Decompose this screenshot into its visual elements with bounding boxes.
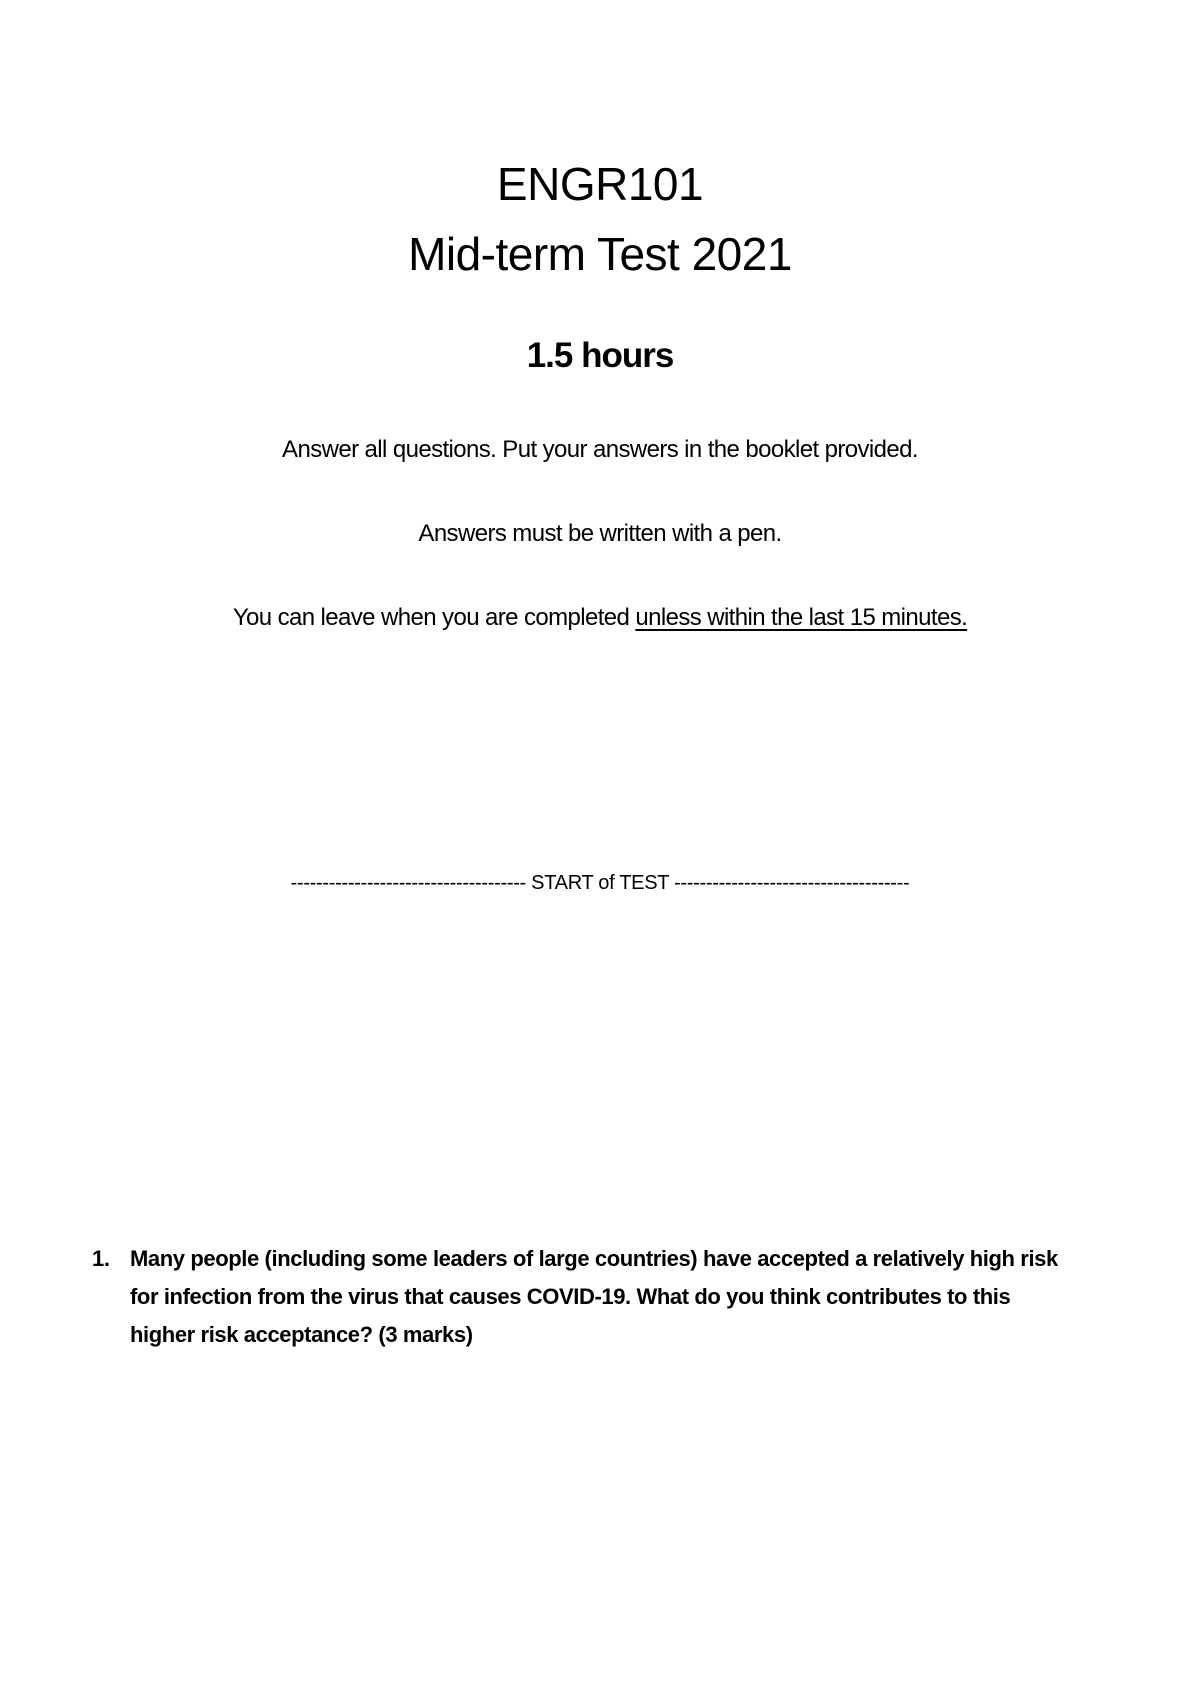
test-duration: 1.5 hours (526, 336, 674, 375)
instruction-leave-prefix: You can leave when you are completed (232, 604, 630, 631)
start-of-test-divider: ------------------------------------- START of TEST ------------------------------------- (290, 872, 910, 894)
instruction-answer-all: Answer all questions. Put your answers in the booklet provided. (282, 436, 918, 463)
instruction-pen: Answers must be written with a pen. (418, 520, 782, 547)
question-number: 1. (92, 1246, 110, 1271)
question-text: Many people (including some leaders of large countries) have accepted a relatively high risk for infection from the virus that causes COVID-19. What do you think contributes to this higher risk acceptance? (3 marks) (130, 1246, 1058, 1347)
instruction-leave-emphasis: unless within the last 15 minutes. (635, 604, 968, 631)
instruction-leave (0, 602, 1200, 634)
course-code: ENGR101 (496, 158, 704, 210)
test-title: Mid-term Test 2021 (408, 228, 792, 280)
